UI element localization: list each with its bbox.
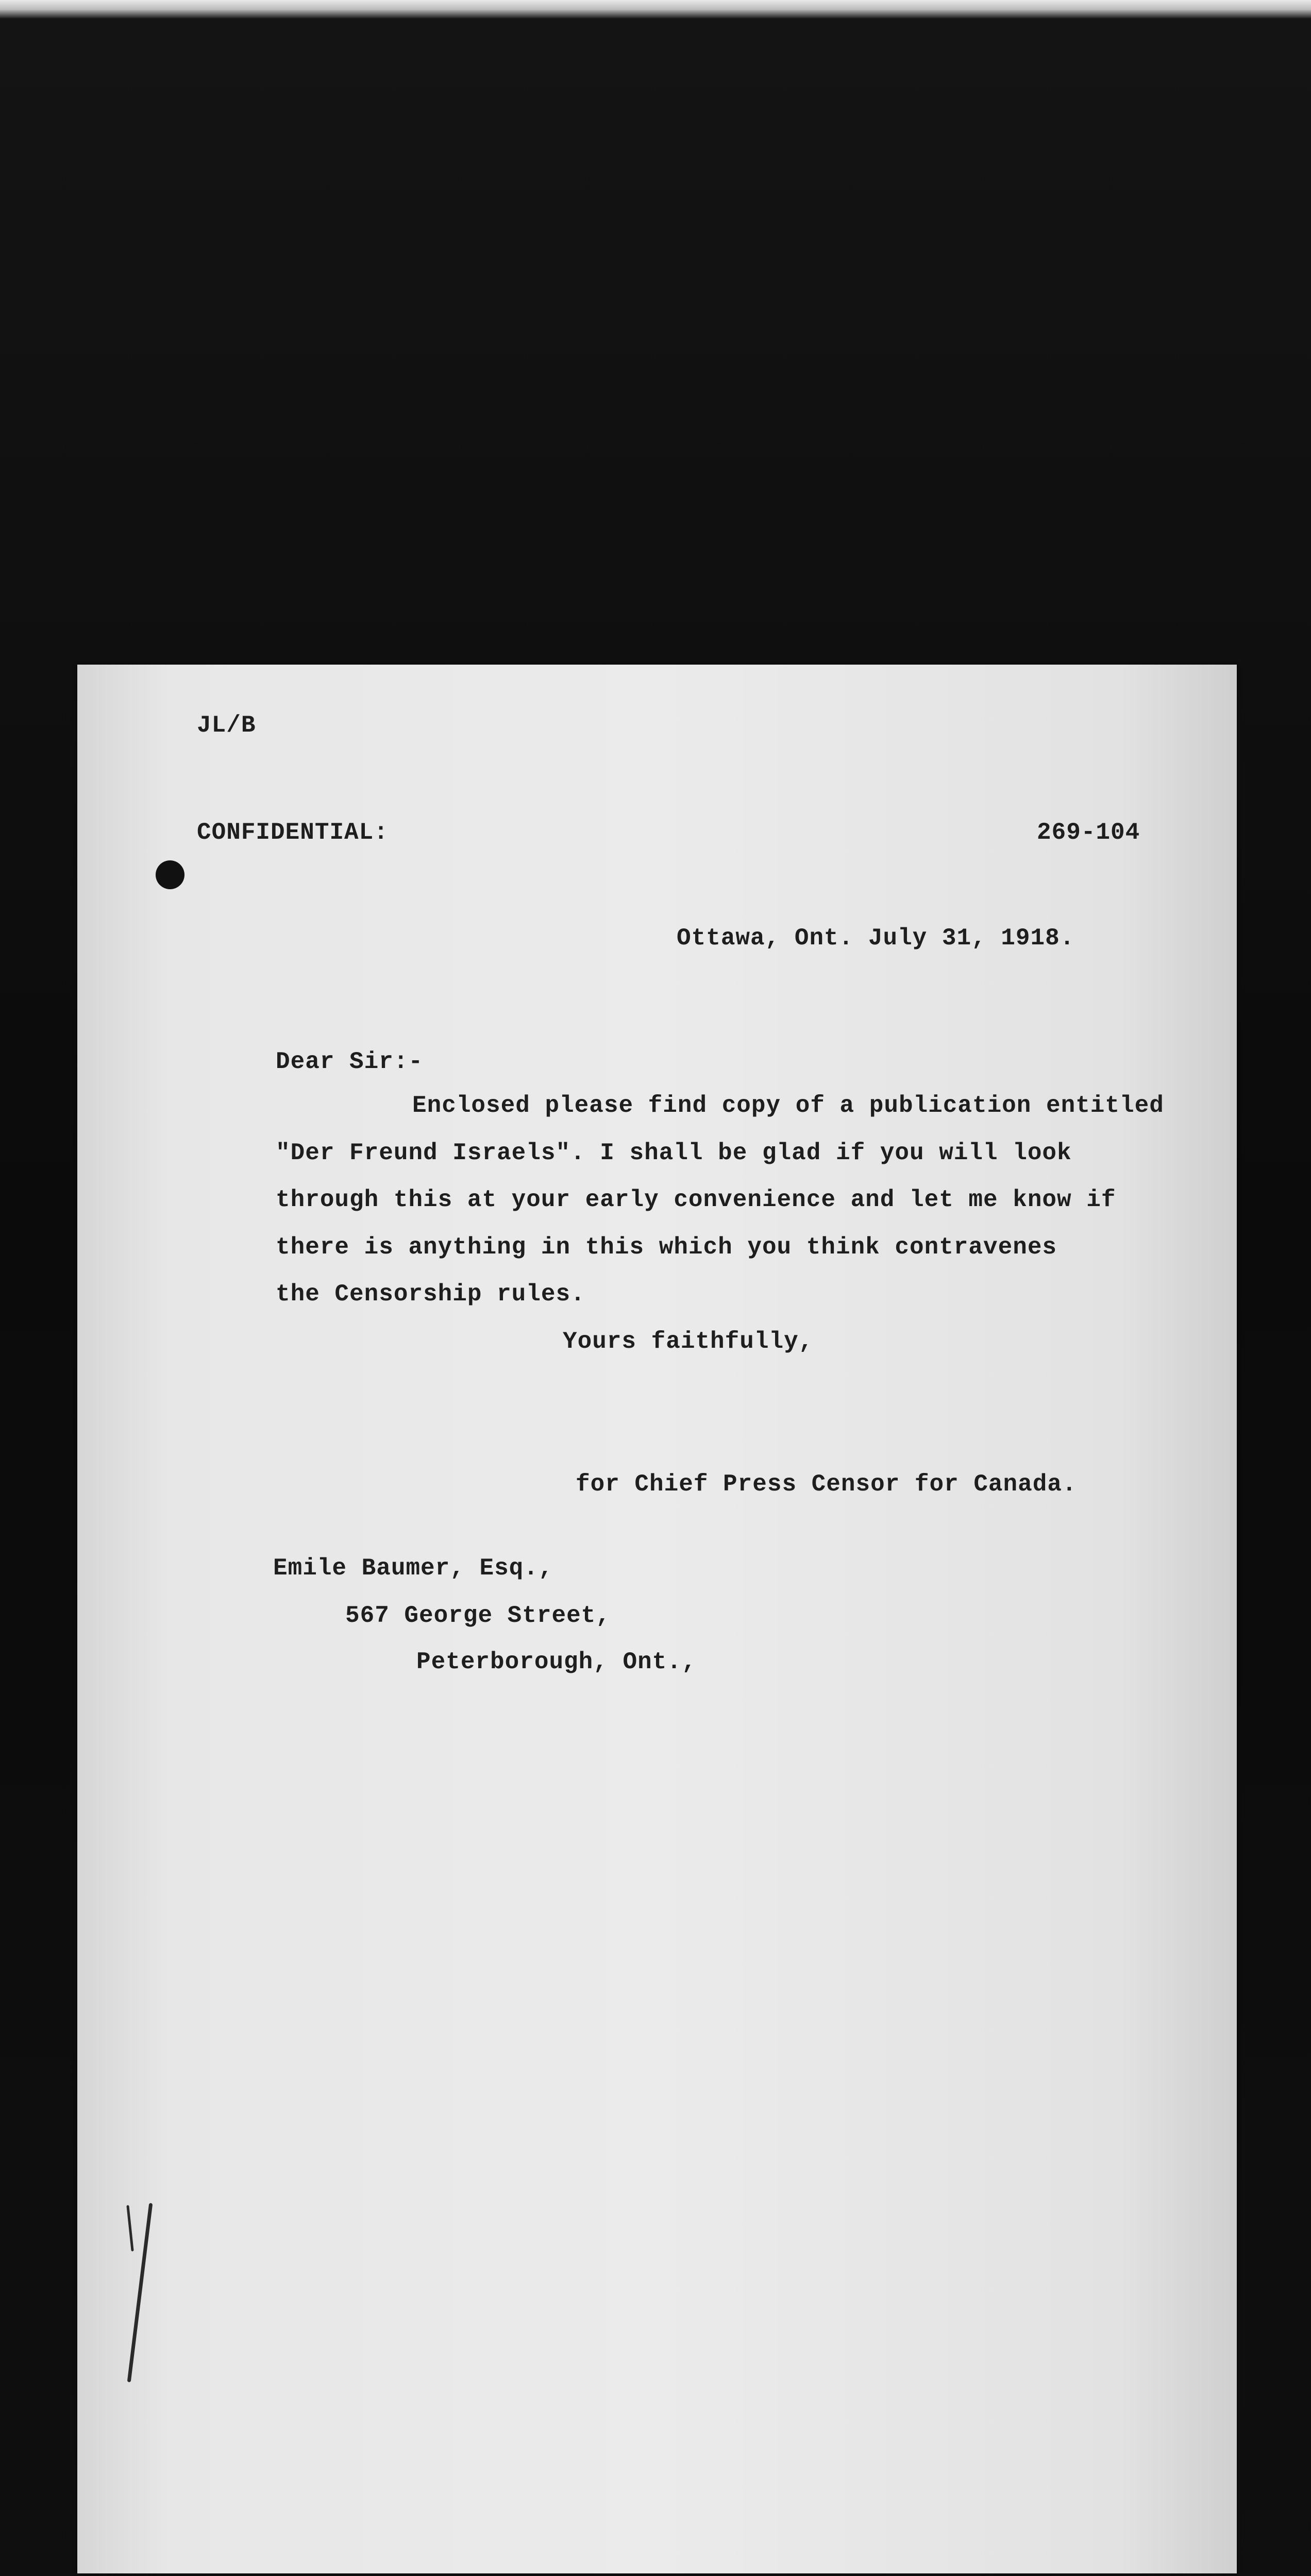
body-line: Enclosed please find copy of a publication entitled [412, 1092, 1164, 1119]
body-line: through this at your early convenience and let me know if [276, 1187, 1116, 1213]
salutation: Dear Sir:- [276, 1048, 424, 1075]
film-edge [0, 0, 1311, 19]
pencil-mark [126, 2205, 133, 2251]
dateline: Ottawa, Ont. July 31, 1918. [677, 925, 1075, 952]
classification-label: CONFIDENTIAL: [197, 819, 389, 846]
file-number: 269-104 [1037, 819, 1140, 846]
body-line: there is anything in this which you think contravenes [276, 1234, 1057, 1261]
hole-punch [156, 860, 184, 889]
signature-line: for Chief Press Censor for Canada. [576, 1471, 1077, 1498]
addressee-name: Emile Baumer, Esq., [273, 1555, 553, 1582]
letter-page [77, 665, 1237, 2573]
body-line: "Der Freund Israels". I shall be glad if you will look [276, 1140, 1072, 1166]
closing: Yours faithfully, [563, 1328, 814, 1355]
body-line: the Censorship rules. [276, 1281, 585, 1308]
addressee-city: Peterborough, Ont., [416, 1649, 697, 1675]
addressee-street: 567 George Street, [345, 1602, 611, 1629]
typist-initials: JL/B [197, 712, 256, 739]
